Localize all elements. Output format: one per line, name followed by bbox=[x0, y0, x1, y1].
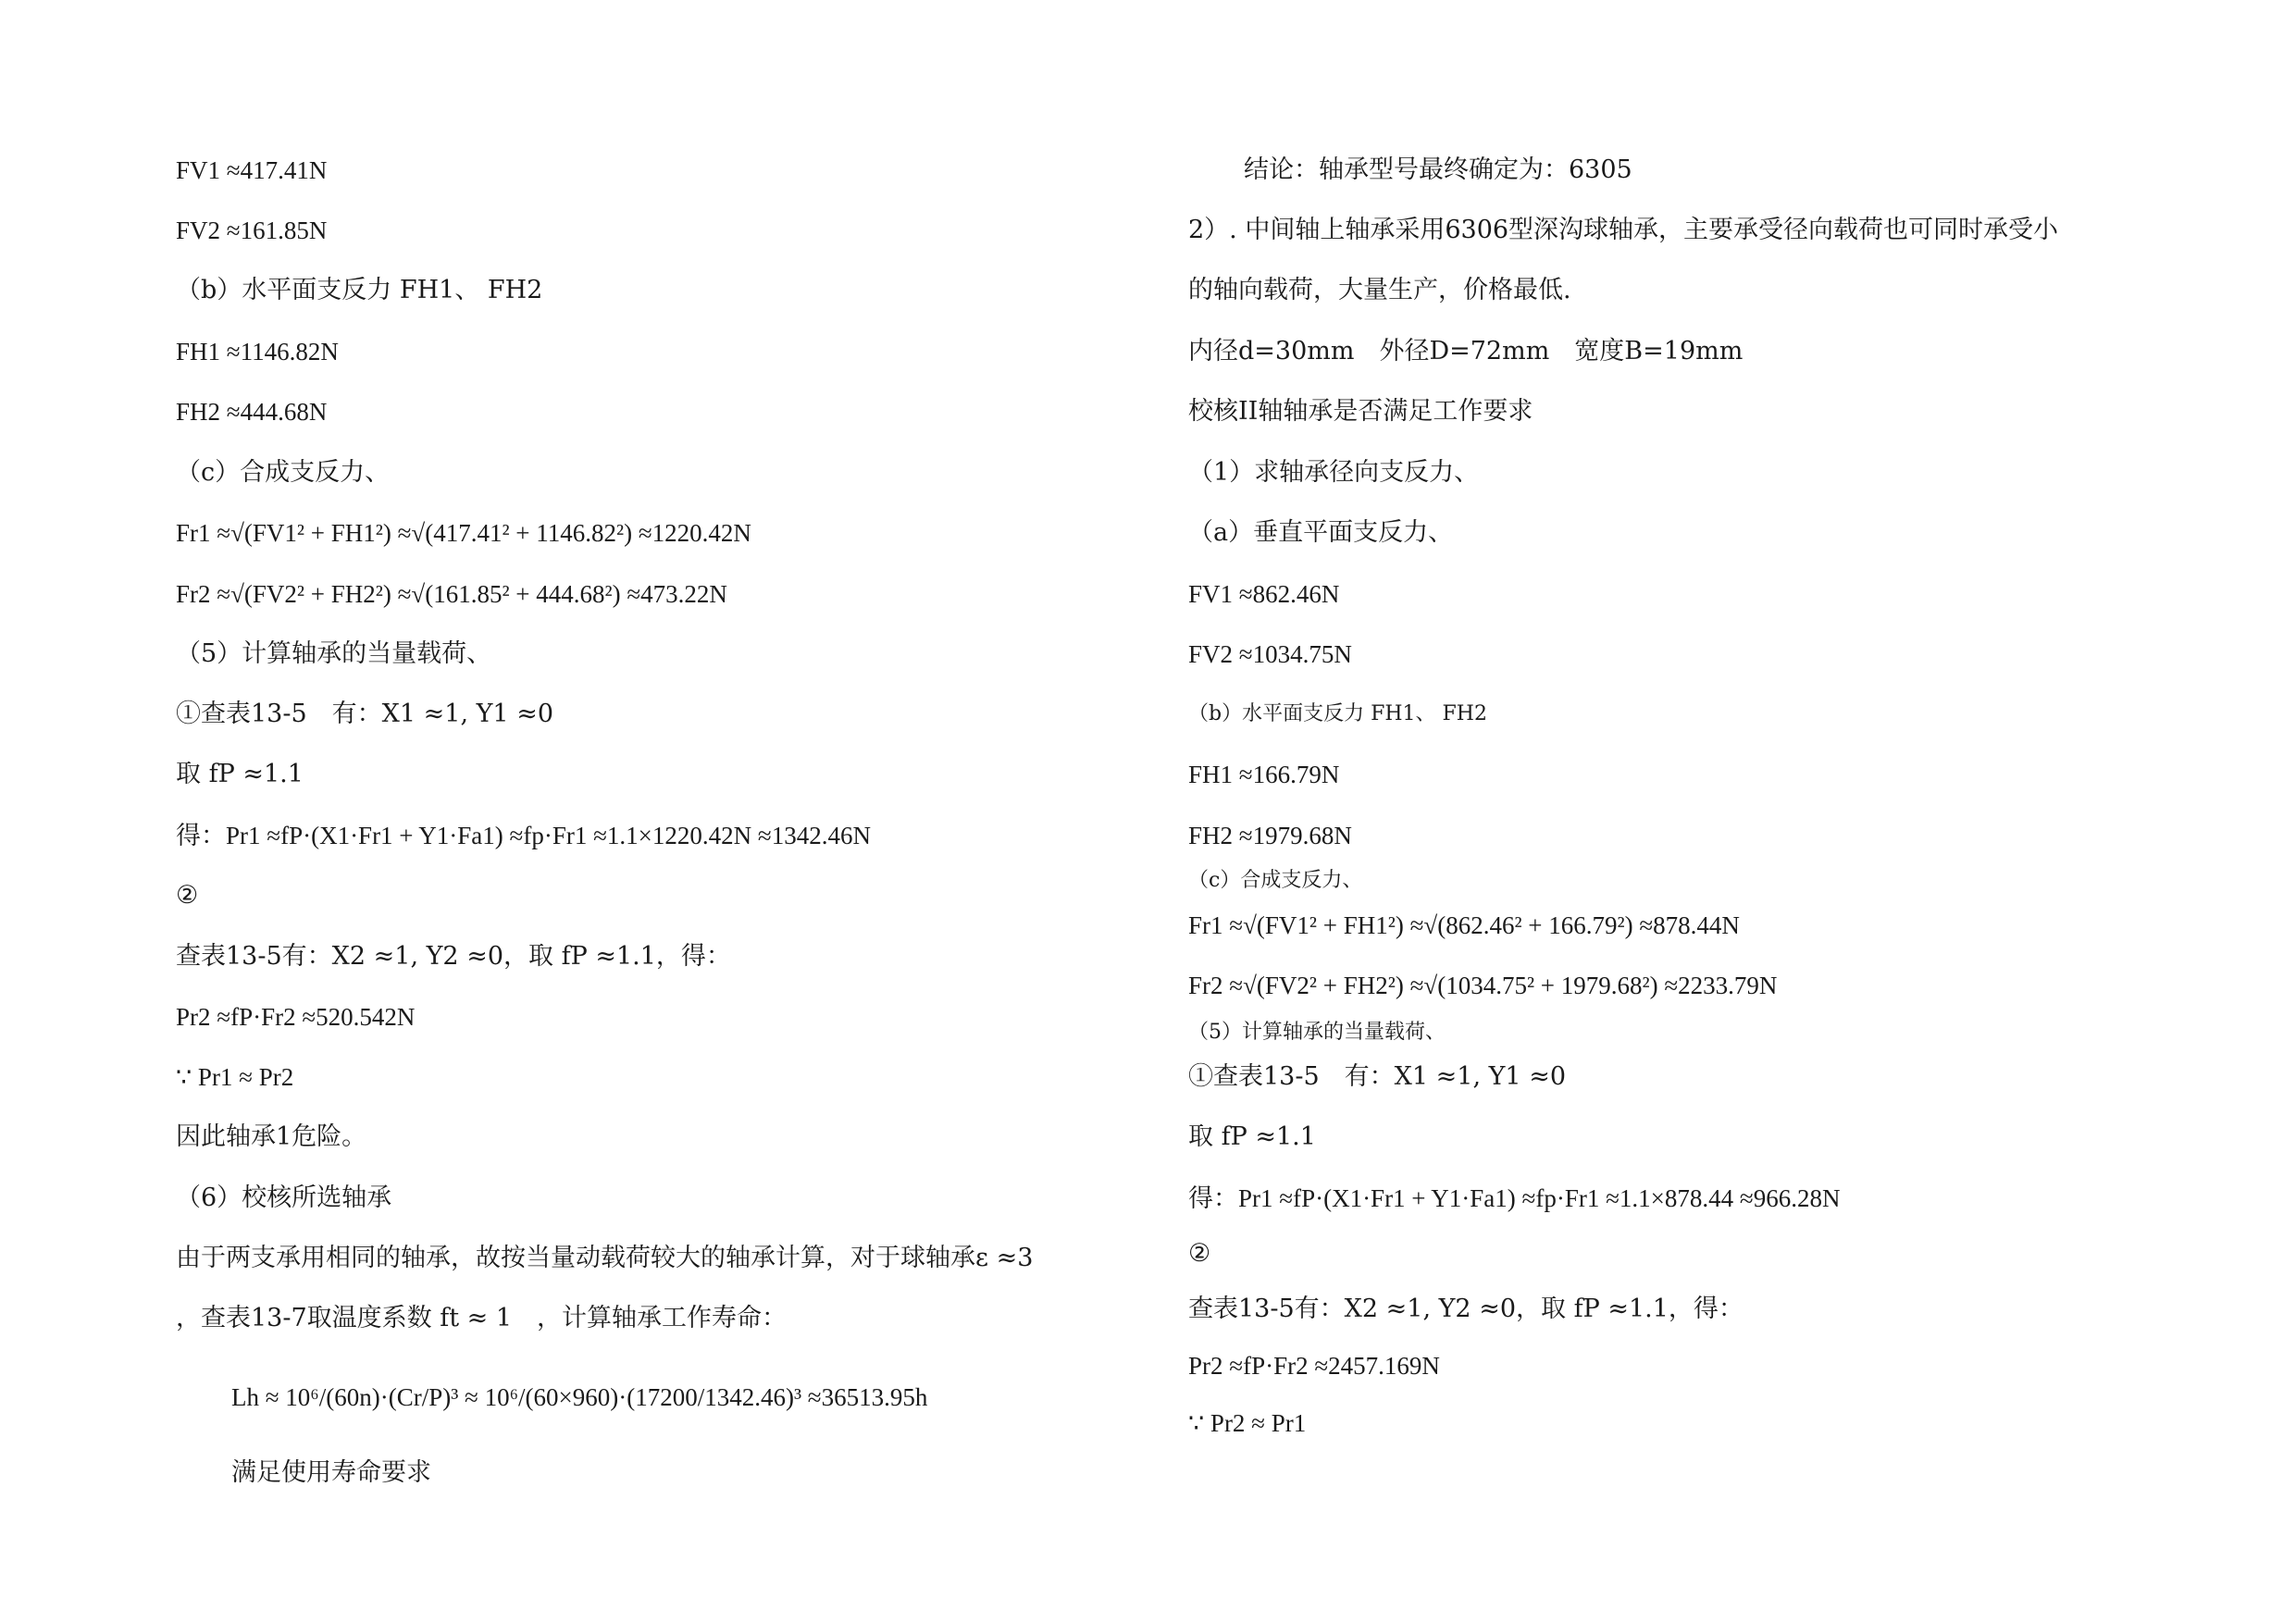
right-comparison: ∵ Pr2 ≈ Pr1 bbox=[1188, 1409, 1307, 1437]
life-requirement-met: 满足使用寿命要求 bbox=[231, 1458, 431, 1487]
fh2-value: FH2 ≈444.68N bbox=[176, 398, 328, 426]
axial-load-note: 的轴向载荷，大量生产，价格最低. bbox=[1188, 276, 1571, 304]
fr1-equation: Fr1 ≈√(FV1² + FH1²) ≈√(417.41² + 1146.82²) ≈1220.42N bbox=[176, 519, 751, 547]
fv1-value: FV1 ≈417.41N bbox=[176, 156, 328, 184]
right-pr1-equation: 得：Pr1 ≈fP·(X1·Fr1 + Y1·Fa1) ≈fp·Fr1 ≈1.1×878.44 ≈966.28N bbox=[1188, 1184, 1841, 1212]
right-circled-two: ② bbox=[1188, 1239, 1211, 1268]
intermediate-shaft-bearing: 2）. 中间轴上轴承采用6306型深沟球轴承，主要承受径向载荷也可同时承受小 bbox=[1188, 216, 2059, 244]
right-fp-value: 取 fP ≈1.1 bbox=[1188, 1122, 1316, 1151]
right-equivalent-load-heading: （5）计算轴承的当量载荷、 bbox=[1188, 1021, 1446, 1044]
right-table-lookup-2: 查表13-5有：X2 ≈1, Y2 ≈0，取 fP ≈1.1，得： bbox=[1188, 1295, 1744, 1323]
circled-two: ② bbox=[176, 881, 199, 910]
combined-reaction-heading: （c）合成支反力、 bbox=[176, 458, 391, 487]
fh1-value: FH1 ≈1146.82N bbox=[176, 338, 339, 365]
equivalent-load-heading: （5）计算轴承的当量载荷、 bbox=[176, 639, 492, 668]
right-combined-reaction-heading: （c）合成支反力、 bbox=[1188, 869, 1363, 892]
table-lookup-2: 查表13-5有：X2 ≈1, Y2 ≈0，取 fP ≈1.1，得： bbox=[176, 942, 731, 971]
pr2-equation: Pr2 ≈fP·Fr2 ≈520.542N bbox=[176, 1003, 416, 1031]
right-fv1-value: FV1 ≈862.46N bbox=[1188, 580, 1340, 608]
right-fr1-equation: Fr1 ≈√(FV1² + FH1²) ≈√(862.46² + 166.79²) ≈878.44N bbox=[1188, 911, 1740, 939]
fp-value: 取 fP ≈1.1 bbox=[176, 760, 304, 788]
table-lookup-1: ①查表13-5 有：X1 ≈1, Y1 ≈0 bbox=[176, 700, 553, 728]
fr2-equation: Fr2 ≈√(FV2² + FH2²) ≈√(161.85² + 444.68²) ≈473.22N bbox=[176, 580, 727, 608]
vertical-reaction-heading: （a）垂直平面支反力、 bbox=[1188, 518, 1454, 547]
bearing-dimensions: 内径d=30mm 外径D=72mm 宽度B=19mm bbox=[1188, 337, 1744, 365]
comparison: ∵ Pr1 ≈ Pr2 bbox=[176, 1063, 294, 1091]
right-fr2-equation: Fr2 ≈√(FV2² + FH2²) ≈√(1034.75² + 1979.68²) ≈2233.79N bbox=[1188, 972, 1778, 999]
fv2-value: FV2 ≈161.85N bbox=[176, 217, 328, 244]
life-equation: Lh ≈ 10⁶/(60n)·(Cr/P)³ ≈ 10⁶/(60×960)·(17200/1342.46)³ ≈36513.95h bbox=[231, 1383, 928, 1411]
danger-conclusion: 因此轴承1危险。 bbox=[176, 1122, 367, 1151]
pr1-equation: 得：Pr1 ≈fP·(X1·Fr1 + Y1·Fa1) ≈fp·Fr1 ≈1.1×1220.42N ≈1342.46N bbox=[176, 822, 871, 849]
check-bearing-heading: （6）校核所选轴承 bbox=[176, 1183, 392, 1212]
check-shaft-two: 校核II轴轴承是否满足工作要求 bbox=[1188, 397, 1533, 426]
right-horizontal-reaction-heading: （b）水平面支反力 FH1、 FH2 bbox=[1188, 702, 1487, 725]
right-fv2-value: FV2 ≈1034.75N bbox=[1188, 640, 1352, 668]
calculation-note-1: 由于两支承用相同的轴承，故按当量动载荷较大的轴承计算，对于球轴承ε ≈3 bbox=[176, 1244, 1034, 1272]
calculation-note-2: ，查表13-7取温度系数 ft ≈ 1 ，计算轴承工作寿命： bbox=[176, 1304, 788, 1332]
model-conclusion: 结论：轴承型号最终确定为：6305 bbox=[1244, 155, 1632, 184]
horizontal-reaction-heading: （b）水平面支反力 FH1、 FH2 bbox=[176, 276, 543, 304]
right-table-lookup-1: ①查表13-5 有：X1 ≈1, Y1 ≈0 bbox=[1188, 1062, 1566, 1091]
right-pr2-equation: Pr2 ≈fP·Fr2 ≈2457.169N bbox=[1188, 1352, 1440, 1380]
radial-reaction-heading: （1）求轴承径向支反力、 bbox=[1188, 458, 1480, 487]
right-fh1-value: FH1 ≈166.79N bbox=[1188, 761, 1340, 788]
right-fh2-value: FH2 ≈1979.68N bbox=[1188, 822, 1352, 849]
